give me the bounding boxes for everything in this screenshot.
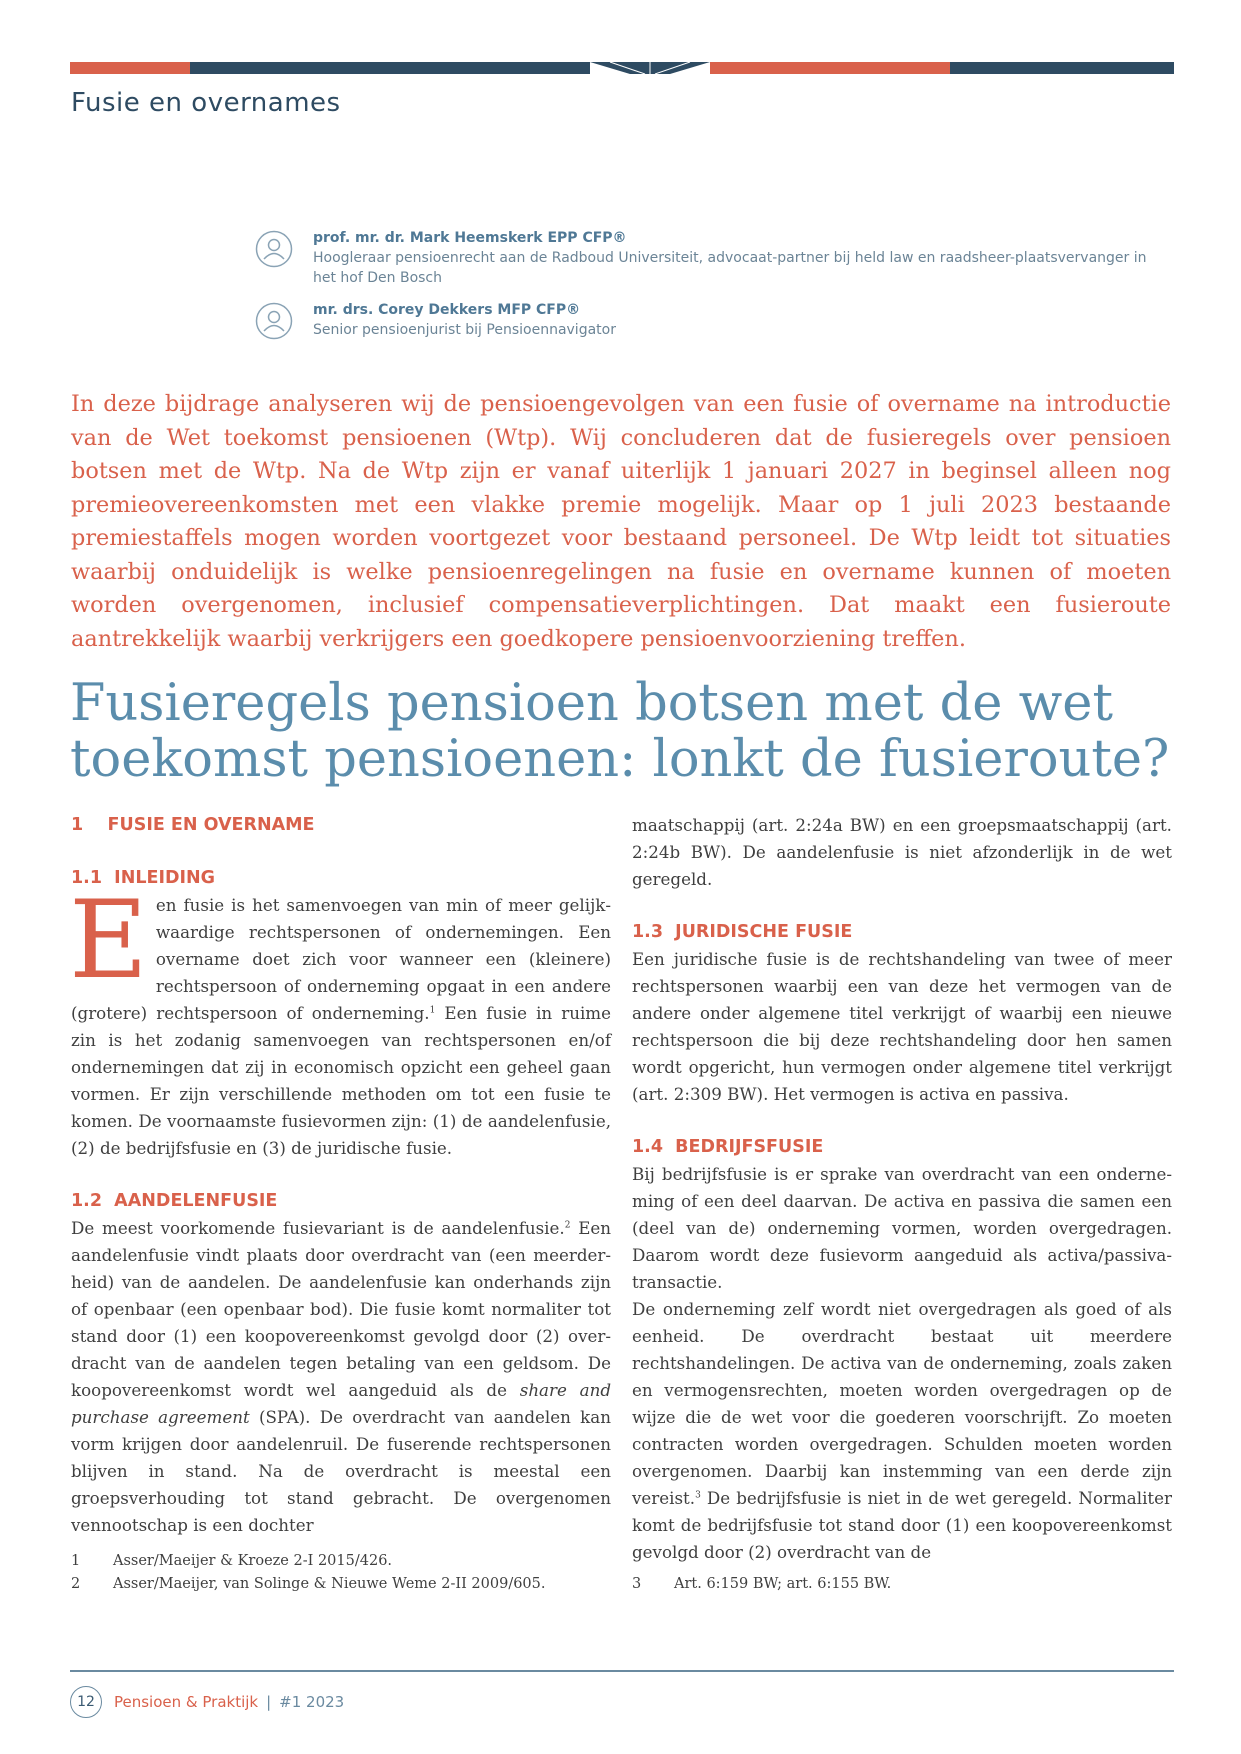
footnote-number: 1 <box>71 1553 81 1569</box>
footnote <box>71 1550 546 1573</box>
drop-cap: E <box>69 878 148 1003</box>
footnotes-left <box>71 1550 546 1596</box>
issue-number: #1 2023 <box>279 1693 345 1711</box>
author-block-2 <box>255 300 1155 340</box>
author-name: mr. drs. Corey Dekkers MFP CFP® <box>313 302 581 318</box>
page-number: 12 <box>70 1686 102 1718</box>
paragraph: Een juridische fusie is de rechtshandeling van twee of meer rechtspersonen waarbij een van deze het vermogen van de andere onder algemene titel verkrijgt of waarbij een nieuwe rechtspersoon die bij deze rechtshandeling door hen samen wordt opgericht, hun vermogen onder algemene titel verkrijgt (art. 2:309 BW). Het vermogen is activa en passiva. <box>632 949 1172 1104</box>
footnote <box>632 1573 891 1596</box>
paragraph <box>632 1296 1172 1566</box>
footnote-text: Asser/Maeijer & Kroeze 2-I 2015/426. <box>113 1553 393 1569</box>
subsection-heading: 1.2 AANDELENFUSIE <box>71 1191 278 1211</box>
text-run: De meest voorkomende fusievariant is de aandelenfusie. <box>71 1218 565 1238</box>
page-footer <box>70 1686 344 1718</box>
footer-separator: | <box>266 1693 272 1711</box>
paragraph <box>71 1215 611 1539</box>
header-decorative-bar <box>70 62 1174 74</box>
footnote-text: Asser/Maeijer, van Solinge & Nieuwe Weme 2-II 2009/605. <box>113 1576 546 1592</box>
footer-rule <box>70 1670 1174 1672</box>
text-run: en fusie is het samenvoegen van min of meer gelijkwaardige rechtspersonen of ondernemingen. Een overname doet zich voor wanneer een (kleinere) rechtspersoon of onderneming opgaat in een andere (grotere) rechtspersoon of onderneming. <box>71 895 611 1023</box>
user-icon <box>255 230 293 268</box>
text-run: (SPA). De overdracht van aandelen kan vorm krijgen door aandelenruil. De fuserende rechtspersonen blijven in stand. Na de overdracht is meestal een groepsverhouding tot stand gebracht. De overgenomen vennootschap is een dochter <box>71 1407 611 1535</box>
section-label: Fusie en overnames <box>71 88 341 118</box>
subsection-heading: 1.1 INLEIDING <box>71 868 216 888</box>
paragraph: Bij bedrijfsfusie is er sprake van overdracht van een onderneming of een deel daarvan. De activa en passiva die samen een (deel van de) onderneming vormen, worden overgedragen. Daarom wordt deze fusievorm aangeduid als activa/passiva-transactie. <box>632 1164 1172 1292</box>
author-role: Hoogleraar pensioenrecht aan de Radboud Universiteit, advocaat-partner bij held law en raadsheer-plaatsvervanger in het hof Den Bosch <box>313 250 1147 286</box>
footnote <box>71 1573 546 1596</box>
footnote-text: Art. 6:159 BW; art. 6:155 BW. <box>674 1576 892 1592</box>
subsection-heading: 1.4 BEDRIJFSFUSIE <box>632 1137 824 1157</box>
footnote-ref: 2 <box>564 1220 571 1231</box>
article-title: Fusieregels pensioen botsen met de wet toekomst pensioenen: lonkt de fusieroute? <box>70 674 1170 789</box>
column-left <box>71 812 611 1539</box>
italic-term: share and purchase agreement <box>71 1380 611 1427</box>
intro-lead: In deze bijdrage analyseren wij de pensioengevolgen van een fusie of overname na introductie van de Wet toekomst pensioenen (Wtp). Wij concluderen dat de fusieregels over pensioen botsen met de Wtp. Na de Wtp zijn er vanaf uiterlijk 1 januari 2027 in beginsel alleen nog premieovereenkomsten met een vlakke premie mogelijk. Maar op 1 juli 2023 bestaande premiestaffels mogen worden voortgezet voor bestaand personeel. De Wtp leidt tot situaties waarbij onduidelijk is welke pensioenregelingen na fusie en overname kunnen of moeten worden overgenomen, inclusief compensatieverplichtingen. Dat maakt een fusieroute aantrekkelijk waarbij verkrijgers een goedkopere pensioenvoorziening treffen. <box>71 391 1171 652</box>
footnote-number: 3 <box>632 1576 642 1592</box>
text-run: De bedrijfsfusie is niet in de wet geregeld. Normaliter komt de bedrijfsfusie tot stand door (1) een koopovereenkomst gevolgd door (2) overdracht van de <box>632 1488 1172 1562</box>
footnote-ref: 3 <box>695 1490 701 1501</box>
text-run: De onderneming zelf wordt niet overgedragen als goed of als eenheid. De overdracht bestaat uit meerdere rechtshandelingen. De activa van de onderneming, zoals zaken en vermogensrechten, moeten worden overgedragen op de wijze die de wet voor die goederen voorschrijft. Zo moeten contracten worden overgedragen. Schulden moeten worden overgenomen. Daarbij kan instemming van een derde zijn vereist. <box>632 1299 1172 1508</box>
author-role: Senior pensioenjurist bij Pensioennavigator <box>313 322 616 338</box>
paragraph: maatschappij (art. 2:24a BW) en een groepsmaatschappij (art. 2:24b BW). De aandelenfusie is niet afzonderlijk in de wet geregeld. <box>632 815 1172 889</box>
footnote-number: 2 <box>71 1576 81 1592</box>
text-run: Een fusie in ruime zin is het zodanig samenvoegen van rechtspersonen en/of ondernemingen dat zij in economisch opzicht een geheel gaan vormen. Er zijn verschillende methoden om tot een fusie te komen. De voornaamste fusievormen zijn: (1) de aandelenfusie, (2) de bedrijfsfusie en (3) de juridische fusie. <box>71 1003 611 1158</box>
journal-name: Pensioen & Praktijk <box>114 1693 259 1711</box>
author-block-1 <box>255 228 1155 288</box>
user-icon <box>255 302 293 340</box>
text-run: Een aandelenfusie vindt plaats door overdracht van (een meerderheid) van de aandelen. De aandelenfusie kan onderhands zijn of openbaar (een openbaar bod). Die fusie komt normaliter tot stand door (1) een koopovereenkomst gevolgd door (2) overdracht van de aandelen tegen betaling van een geldsom. De koopovereenkomst wordt wel aangeduid als de <box>71 1218 611 1400</box>
subsection-heading: 1.3 JURIDISCHE FUSIE <box>632 922 853 942</box>
footnote-ref: 1 <box>429 1005 436 1016</box>
author-name: prof. mr. dr. Mark Heemskerk EPP CFP® <box>313 230 627 246</box>
footnotes-right <box>632 1573 891 1596</box>
section-heading: 1 FUSIE EN OVERNAME <box>71 815 315 835</box>
column-right <box>632 812 1172 1566</box>
